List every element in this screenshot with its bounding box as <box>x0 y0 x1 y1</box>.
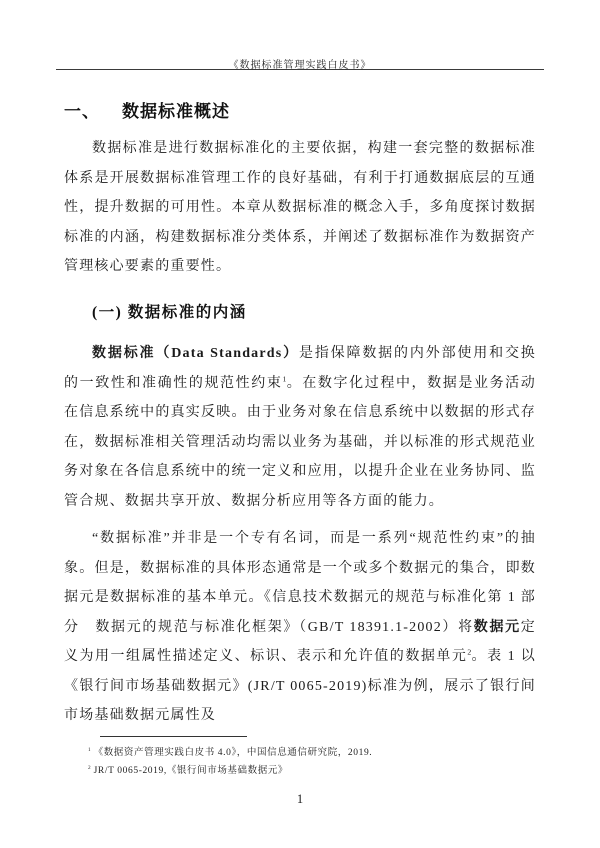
footnotes <box>88 744 536 780</box>
footnote-1-text: 《数据资产管理实践白皮书 4.0》，中国信息通信研究院，2019. <box>93 748 373 758</box>
section-number: 一、 <box>64 102 100 121</box>
page-number: 1 <box>296 792 304 806</box>
header-rule <box>56 69 544 70</box>
paragraph-definition: 数据标准（Data Standards）是指保障数据的内外部使用和交换的一致性和准确性的规范性约束$^1$。在数字化过程中，数据是业务活动在信息系统中的真实反映。由于业务对象在信息系统中以数据的形式存在，数据标准相关管理活动均需以业务为基础，并以标准的形式规范业务对象在各信息系统中的统一定义和应用，以提升企业在业务协同、监管合规、数据共享开放、数据分析应用等各方面的能力。 <box>64 346 537 509</box>
footnote-2 <box>88 762 536 780</box>
paragraph-data-element: “数据标准”并非是一个专有名词，而是一系列“规范性约束”的抽象。但是，数据标准的具体形态通常是一个或多个数据元的集合，即数据元是数据标准的基本单元。《信息技术数据元的规范与标准化第 1 部分 数据元的规范与标准化框架》（GB/T 18391.1-2002）将数据元定义为用一组属性描述定义、标识、表示和允许值的数据单元$^2$。表 1 以《银行间市场基础数据元》(JR/T 0065-2019)标准为例，展示了银行间市场基础数据元属性及 <box>64 531 537 723</box>
footnote-2-marker: 2 <box>88 764 91 771</box>
footnote-1 <box>88 744 536 762</box>
section-heading <box>64 97 536 122</box>
footnote-1-marker: 1 <box>88 746 91 753</box>
header-title: 《数据标准管理实践白皮书》 <box>228 60 372 71</box>
section-title: 数据标准概述 <box>122 102 230 121</box>
footnote-2-text: JR/T 0065-2019,《银行间市场基础数据元》 <box>93 766 289 776</box>
paragraph-overview: 数据标准是进行数据标准化的主要依据，构建一套完整的数据标准体系是开展数据标准管理工作的良好基础，有利于打通数据底层的互通性，提升数据的可用性。本章从数据标准的概念入手，多角度探讨数据标准的内涵，构建数据标准分类体系，并阐述了数据标准作为数据资产管理核心要素的重要性。 <box>64 141 536 274</box>
subsection-heading: (一) 数据标准的内涵 <box>92 304 247 321</box>
footnote-separator <box>100 736 247 737</box>
